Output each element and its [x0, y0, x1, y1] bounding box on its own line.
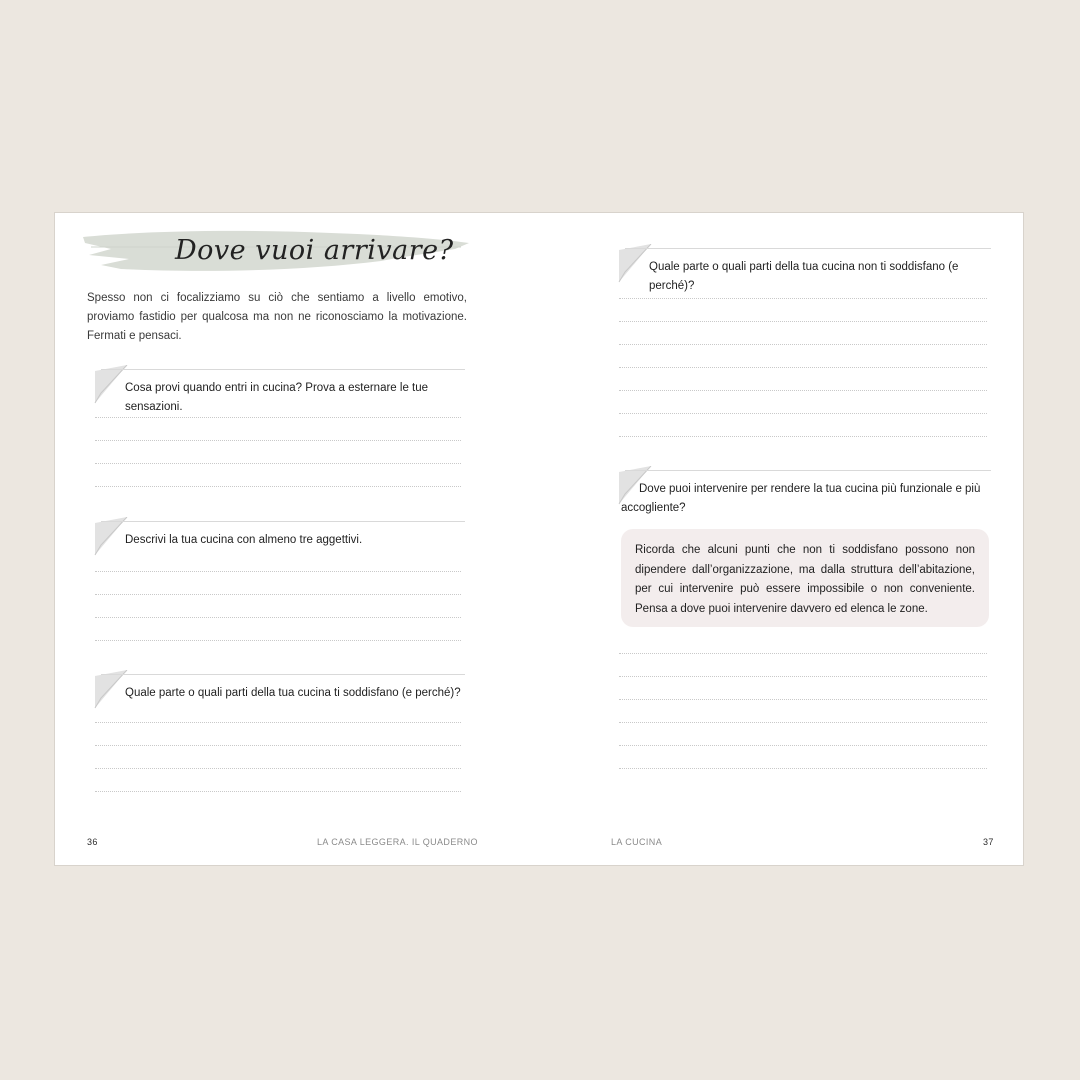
question-text: Quale parte o quali parti della tua cucina non ti soddisfano (e perché)?: [649, 261, 959, 292]
question-block: [615, 248, 991, 448]
answer-lines[interactable]: [95, 722, 461, 814]
answer-area: [615, 653, 991, 803]
answer-lines[interactable]: [619, 298, 987, 459]
note-box: Ricorda che alcuni punti che non ti soddisfano possono non dipendere dall’organizzazione, ma dalla struttura dell’abitazione, per cui intervenire può essere impossibile o non conveniente. Pensa a dove puoi intervenire davvero ed elenca le zone.: [621, 529, 989, 627]
question-text: Descrivi la tua cucina con almeno tre aggettivi.: [125, 534, 363, 546]
question-block: [91, 674, 465, 804]
page-number-right: 37: [983, 837, 994, 847]
question-block: [91, 521, 465, 651]
question-text: Quale parte o quali parti della tua cucina ti soddisfano (e perché)?: [125, 687, 461, 699]
question-block: [615, 470, 991, 530]
page-number-left: 36: [87, 837, 98, 847]
running-head-left: LA CASA LEGGERA. IL QUADERNO: [317, 837, 478, 847]
question-block: [91, 369, 465, 499]
answer-lines[interactable]: [619, 653, 987, 791]
answer-lines[interactable]: [95, 571, 461, 663]
book-spread: [54, 212, 1024, 866]
question-text: Cosa provi quando entri in cucina? Prova a esternare le tue sensazioni.: [125, 382, 429, 413]
running-head-right: LA CUCINA: [611, 837, 663, 847]
question-text: Dove puoi intervenire per rendere la tua cucina più funzionale e più accogliente?: [621, 483, 981, 514]
intro-paragraph: Spesso non ci focalizziamo su ciò che sentiamo a livello emotivo, proviamo fastidio per qualcosa ma non ne riconosciamo la motivazione. Fermati e pensaci.: [87, 292, 467, 342]
answer-lines[interactable]: [95, 417, 461, 509]
page-title: Dove vuoi arrivare?: [175, 235, 454, 266]
